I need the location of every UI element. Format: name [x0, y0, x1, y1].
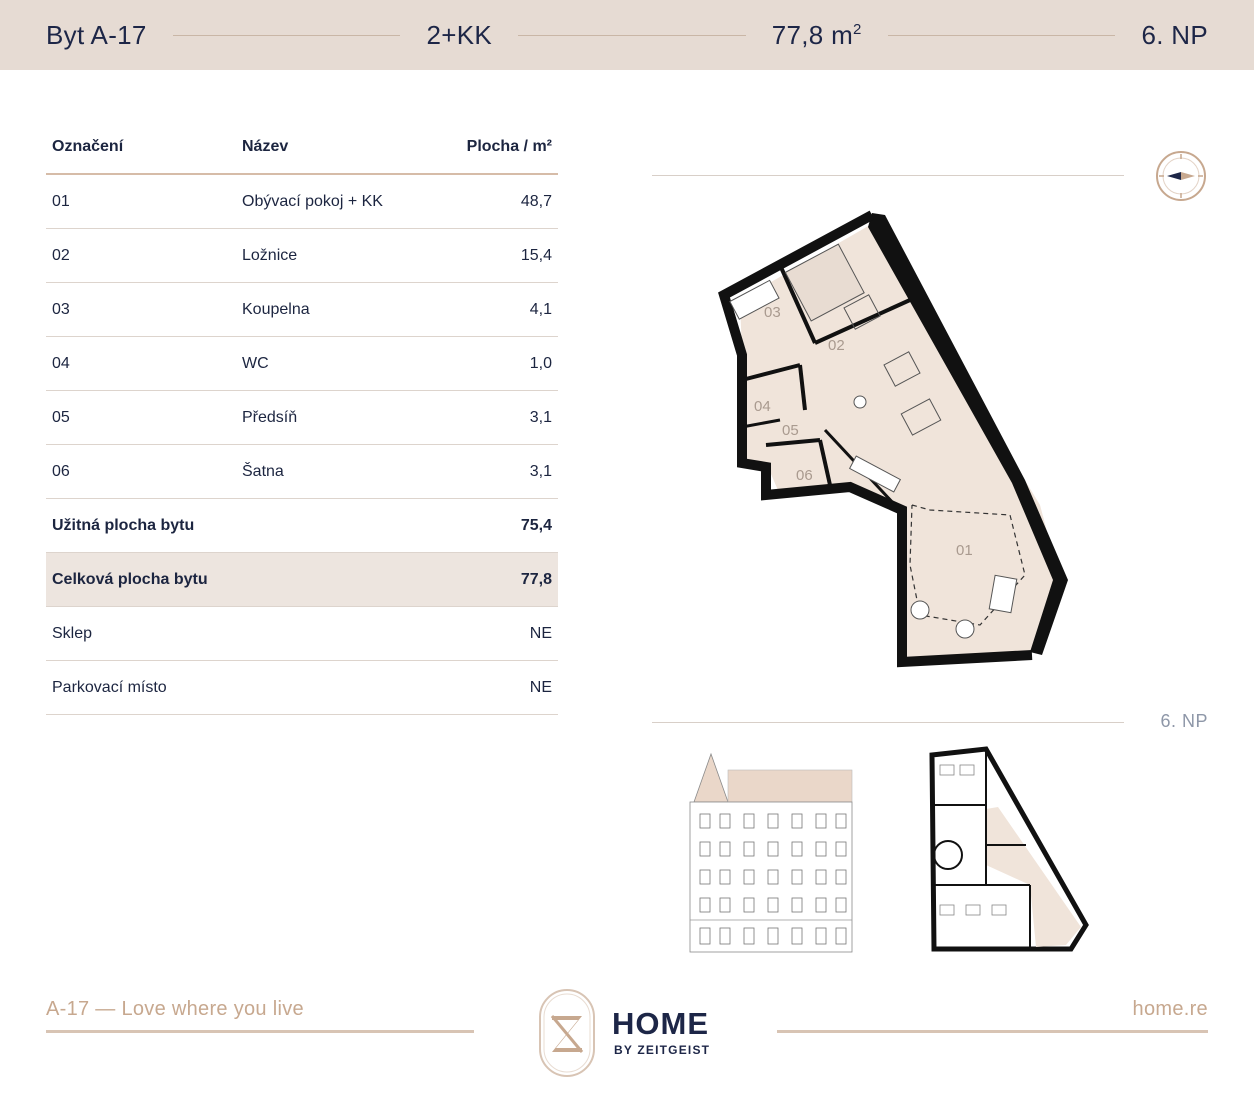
unit-area: [772, 20, 862, 51]
room-label-03: 03: [764, 304, 781, 321]
brand-name: HOME: [612, 1006, 709, 1041]
unit-title: Byt A-17: [46, 19, 147, 50]
building-facade: [686, 752, 856, 958]
parking-value: NE: [529, 678, 552, 696]
building-floor-plan: [926, 745, 1092, 953]
compass-icon: [1155, 150, 1207, 202]
parking-row: [46, 661, 558, 715]
header-divider: [518, 35, 746, 36]
room-label-06: 06: [796, 467, 813, 484]
room-area: 3,1: [529, 462, 552, 480]
room-name: Předsíň: [242, 408, 298, 426]
usable-area-row: [46, 499, 558, 553]
header-bar: [0, 0, 1254, 70]
room-name: Obývací pokoj + KK: [242, 192, 383, 210]
room-name: Ložnice: [242, 246, 298, 264]
cellar-value: NE: [529, 624, 552, 642]
plan-divider-top: [652, 175, 1124, 176]
room-name: Šatna: [242, 462, 284, 480]
room-label-02: 02: [828, 337, 845, 354]
table-row: [46, 445, 558, 499]
footer-tagline: A-17 — Love where you live: [46, 998, 304, 1020]
room-code: 01: [52, 192, 70, 210]
header-area: Plocha / m²: [466, 137, 552, 155]
total-area-value: 77,8: [520, 570, 552, 588]
usable-area-label: Užitná plocha bytu: [52, 516, 195, 534]
room-label-04: 04: [754, 398, 771, 415]
room-area: 1,0: [529, 354, 552, 372]
room-code: 05: [52, 408, 70, 426]
room-label-05: 05: [782, 422, 799, 439]
total-area-row: [46, 553, 558, 607]
room-name: WC: [242, 354, 269, 372]
table-row: [46, 175, 558, 229]
room-code: 04: [52, 354, 70, 372]
room-code: 02: [52, 246, 70, 264]
header-divider: [173, 35, 401, 36]
header-divider: [888, 35, 1116, 36]
footer-rule-left: [46, 1030, 474, 1033]
cellar-label: Sklep: [52, 624, 93, 642]
table-row: [46, 283, 558, 337]
room-code: 06: [52, 462, 70, 480]
room-name: Koupelna: [242, 300, 310, 318]
table-row: [46, 337, 558, 391]
usable-area-value: 75,4: [520, 516, 552, 534]
table-header: [46, 120, 558, 175]
footer-website-link[interactable]: home.re: [1132, 998, 1208, 1020]
room-area: 48,7: [520, 192, 552, 210]
cellar-row: [46, 607, 558, 661]
room-area: 3,1: [529, 408, 552, 426]
unit-floor: 6. NP: [1141, 19, 1208, 50]
table-row: [46, 229, 558, 283]
header-name: Název: [242, 137, 289, 155]
room-code: 03: [52, 300, 70, 318]
brand-subtitle: BY ZEITGEIST: [614, 1043, 711, 1057]
parking-label: Parkovací místo: [52, 678, 167, 696]
unit-layout: 2+KK: [426, 19, 492, 50]
header-code: Označení: [52, 137, 124, 155]
floor-plan: [680, 205, 1100, 675]
table-row: [46, 391, 558, 445]
unit-area-value: 77,8 m: [771, 19, 854, 50]
footer-rule-right: [777, 1030, 1208, 1033]
area-table: [46, 120, 558, 715]
total-area-label: Celková plocha bytu: [52, 570, 208, 588]
room-area: 15,4: [520, 246, 552, 264]
room-area: 4,1: [529, 300, 552, 318]
zeitgeist-logo-icon: [538, 988, 596, 1078]
room-label-01: 01: [956, 542, 973, 559]
plan-divider-bottom: [652, 722, 1124, 723]
unit-area-sup: 2: [853, 20, 862, 38]
floor-label: 6. NP: [1160, 711, 1208, 731]
